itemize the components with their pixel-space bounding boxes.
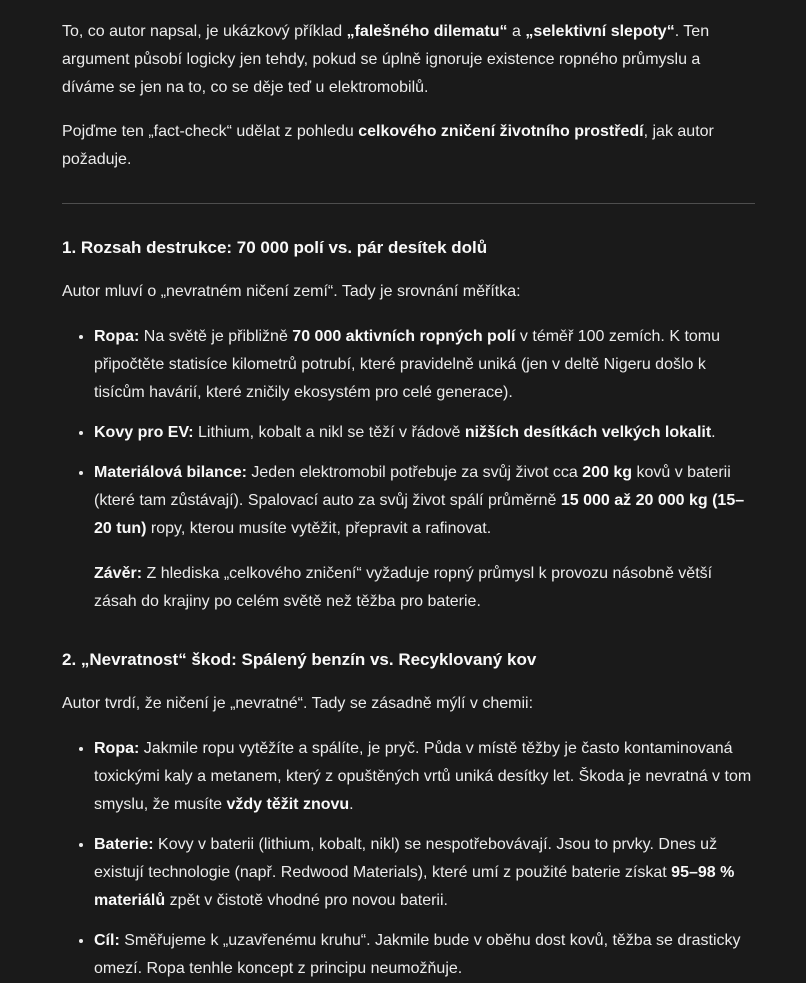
list-item [94, 830, 755, 915]
bold-text: 2. „Nevratnost“ škod: Spálený benzín vs. Recyklovaný kov [62, 650, 537, 669]
paragraph [62, 18, 755, 102]
list-item [94, 458, 755, 616]
list-item-note [94, 560, 755, 616]
text-run: zpět v čistotě vhodné pro novou baterii. [165, 892, 448, 909]
bold-text: Cíl: [94, 932, 120, 949]
list-item-text [94, 927, 755, 983]
section-heading [62, 646, 755, 674]
bold-text: Kovy pro EV: [94, 424, 194, 441]
bullet-list [62, 322, 755, 616]
list-item [94, 926, 755, 983]
bold-text: Baterie: [94, 836, 154, 853]
list-item [94, 322, 755, 407]
text-run: To, co autor napsal, je ukázkový příklad [62, 23, 347, 40]
bold-text: 1. Rozsah destrukce: 70 000 polí vs. pár desítek dolů [62, 238, 488, 257]
bold-text: 15 000 až 20 000 kg (15–20 tun) [94, 492, 745, 537]
text-run: Lithium, kobalt a nikl se těží v řádově [193, 424, 465, 441]
text-run: a [507, 23, 526, 40]
section-heading [62, 234, 755, 262]
bold-text: 95–98 % materiálů [94, 864, 735, 909]
text-run: , jak autor požaduje. [62, 123, 714, 168]
text-run: . Ten argument působí logicky jen tehdy, pokud se úplně ignoruje existence ropného průmyslu a díváme se jen na to, co se děje teď u elektromobilů. [62, 23, 710, 96]
bold-text: Závěr: [94, 565, 143, 582]
text-run: ropy, kterou musíte vytěžit, přepravit a rafinovat. [146, 520, 492, 537]
assistant-message [62, 18, 755, 983]
text-run: Na světě je přibližně [139, 328, 293, 345]
bold-text: vždy těžit znovu [226, 796, 350, 813]
text-run: Směřujeme k „uzavřenému kruhu“. Jakmile bude v oběhu dost kovů, těžba se drasticky omezí. Ropa tenhle koncept z principu neumožňuje. [94, 932, 741, 977]
section-divider [62, 203, 755, 204]
bold-text: celkového zničení životního prostředí [358, 123, 644, 140]
text-run: Pojďme ten „fact-check“ udělat z pohledu [62, 123, 359, 140]
text-run: Autor tvrdí, že ničení je „nevratné“. Tady se zásadně mýlí v chemii: [62, 695, 534, 712]
bold-text: Ropa: [94, 328, 140, 345]
text-run: Jakmile ropu vytěžíte a spálíte, je pryč. Půda v místě těžby je často kontaminovaná toxickými kaly a metanem, který z opuštěných vrtů uniká desítky let. Škoda je nevratná v tom smyslu, že musíte [94, 740, 752, 813]
paragraph [62, 118, 755, 174]
list-item-text [94, 323, 755, 407]
text-run: Jeden elektromobil potřebuje za svůj život cca [246, 464, 583, 481]
bold-text: „selektivní slepoty“ [525, 23, 675, 40]
bold-text: 200 kg [582, 464, 633, 481]
bullet-list [62, 734, 755, 983]
list-item-text [94, 735, 755, 819]
list-item-text [94, 459, 755, 543]
bold-text: Materiálová bilance: [94, 464, 247, 481]
bold-text: 70 000 aktivních ropných polí [292, 328, 516, 345]
bold-text: Ropa: [94, 740, 140, 757]
bold-text: „falešného dilematu“ [346, 23, 508, 40]
text-run: Autor mluví o „nevratném ničení zemí“. Tady je srovnání měřítka: [62, 283, 521, 300]
text-run: v téměř 100 zemích. K tomu připočtěte statisíce kilometrů potrubí, které pravidelně uniká (jen v deltě Nigeru došlo k tisícům havárií, které zničily ekosystém pro celé generace). [94, 328, 721, 401]
list-item-text [94, 831, 755, 915]
text-run: kovů v baterii (které tam zůstávají). Spalovací auto za svůj život spálí průměrně [94, 464, 731, 509]
text-run: Kovy v baterii (lithium, kobalt, nikl) se nespotřebovávají. Jsou to prvky. Dnes už existují technologie (např. Redwood Materials), které umí z použité baterie získat [94, 836, 718, 881]
list-item-text [94, 419, 755, 447]
text-run: Z hlediska „celkového zničení“ vyžaduje ropný průmysl k provozu násobně větší zásah do krajiny po celém světě než těžba pro baterie. [94, 565, 713, 610]
paragraph [62, 690, 755, 718]
list-item [94, 418, 755, 447]
bold-text: nižších desítkách velkých lokalit [464, 424, 712, 441]
text-run: . [711, 424, 716, 441]
list-item [94, 734, 755, 819]
paragraph [62, 278, 755, 306]
text-run: . [349, 796, 354, 813]
